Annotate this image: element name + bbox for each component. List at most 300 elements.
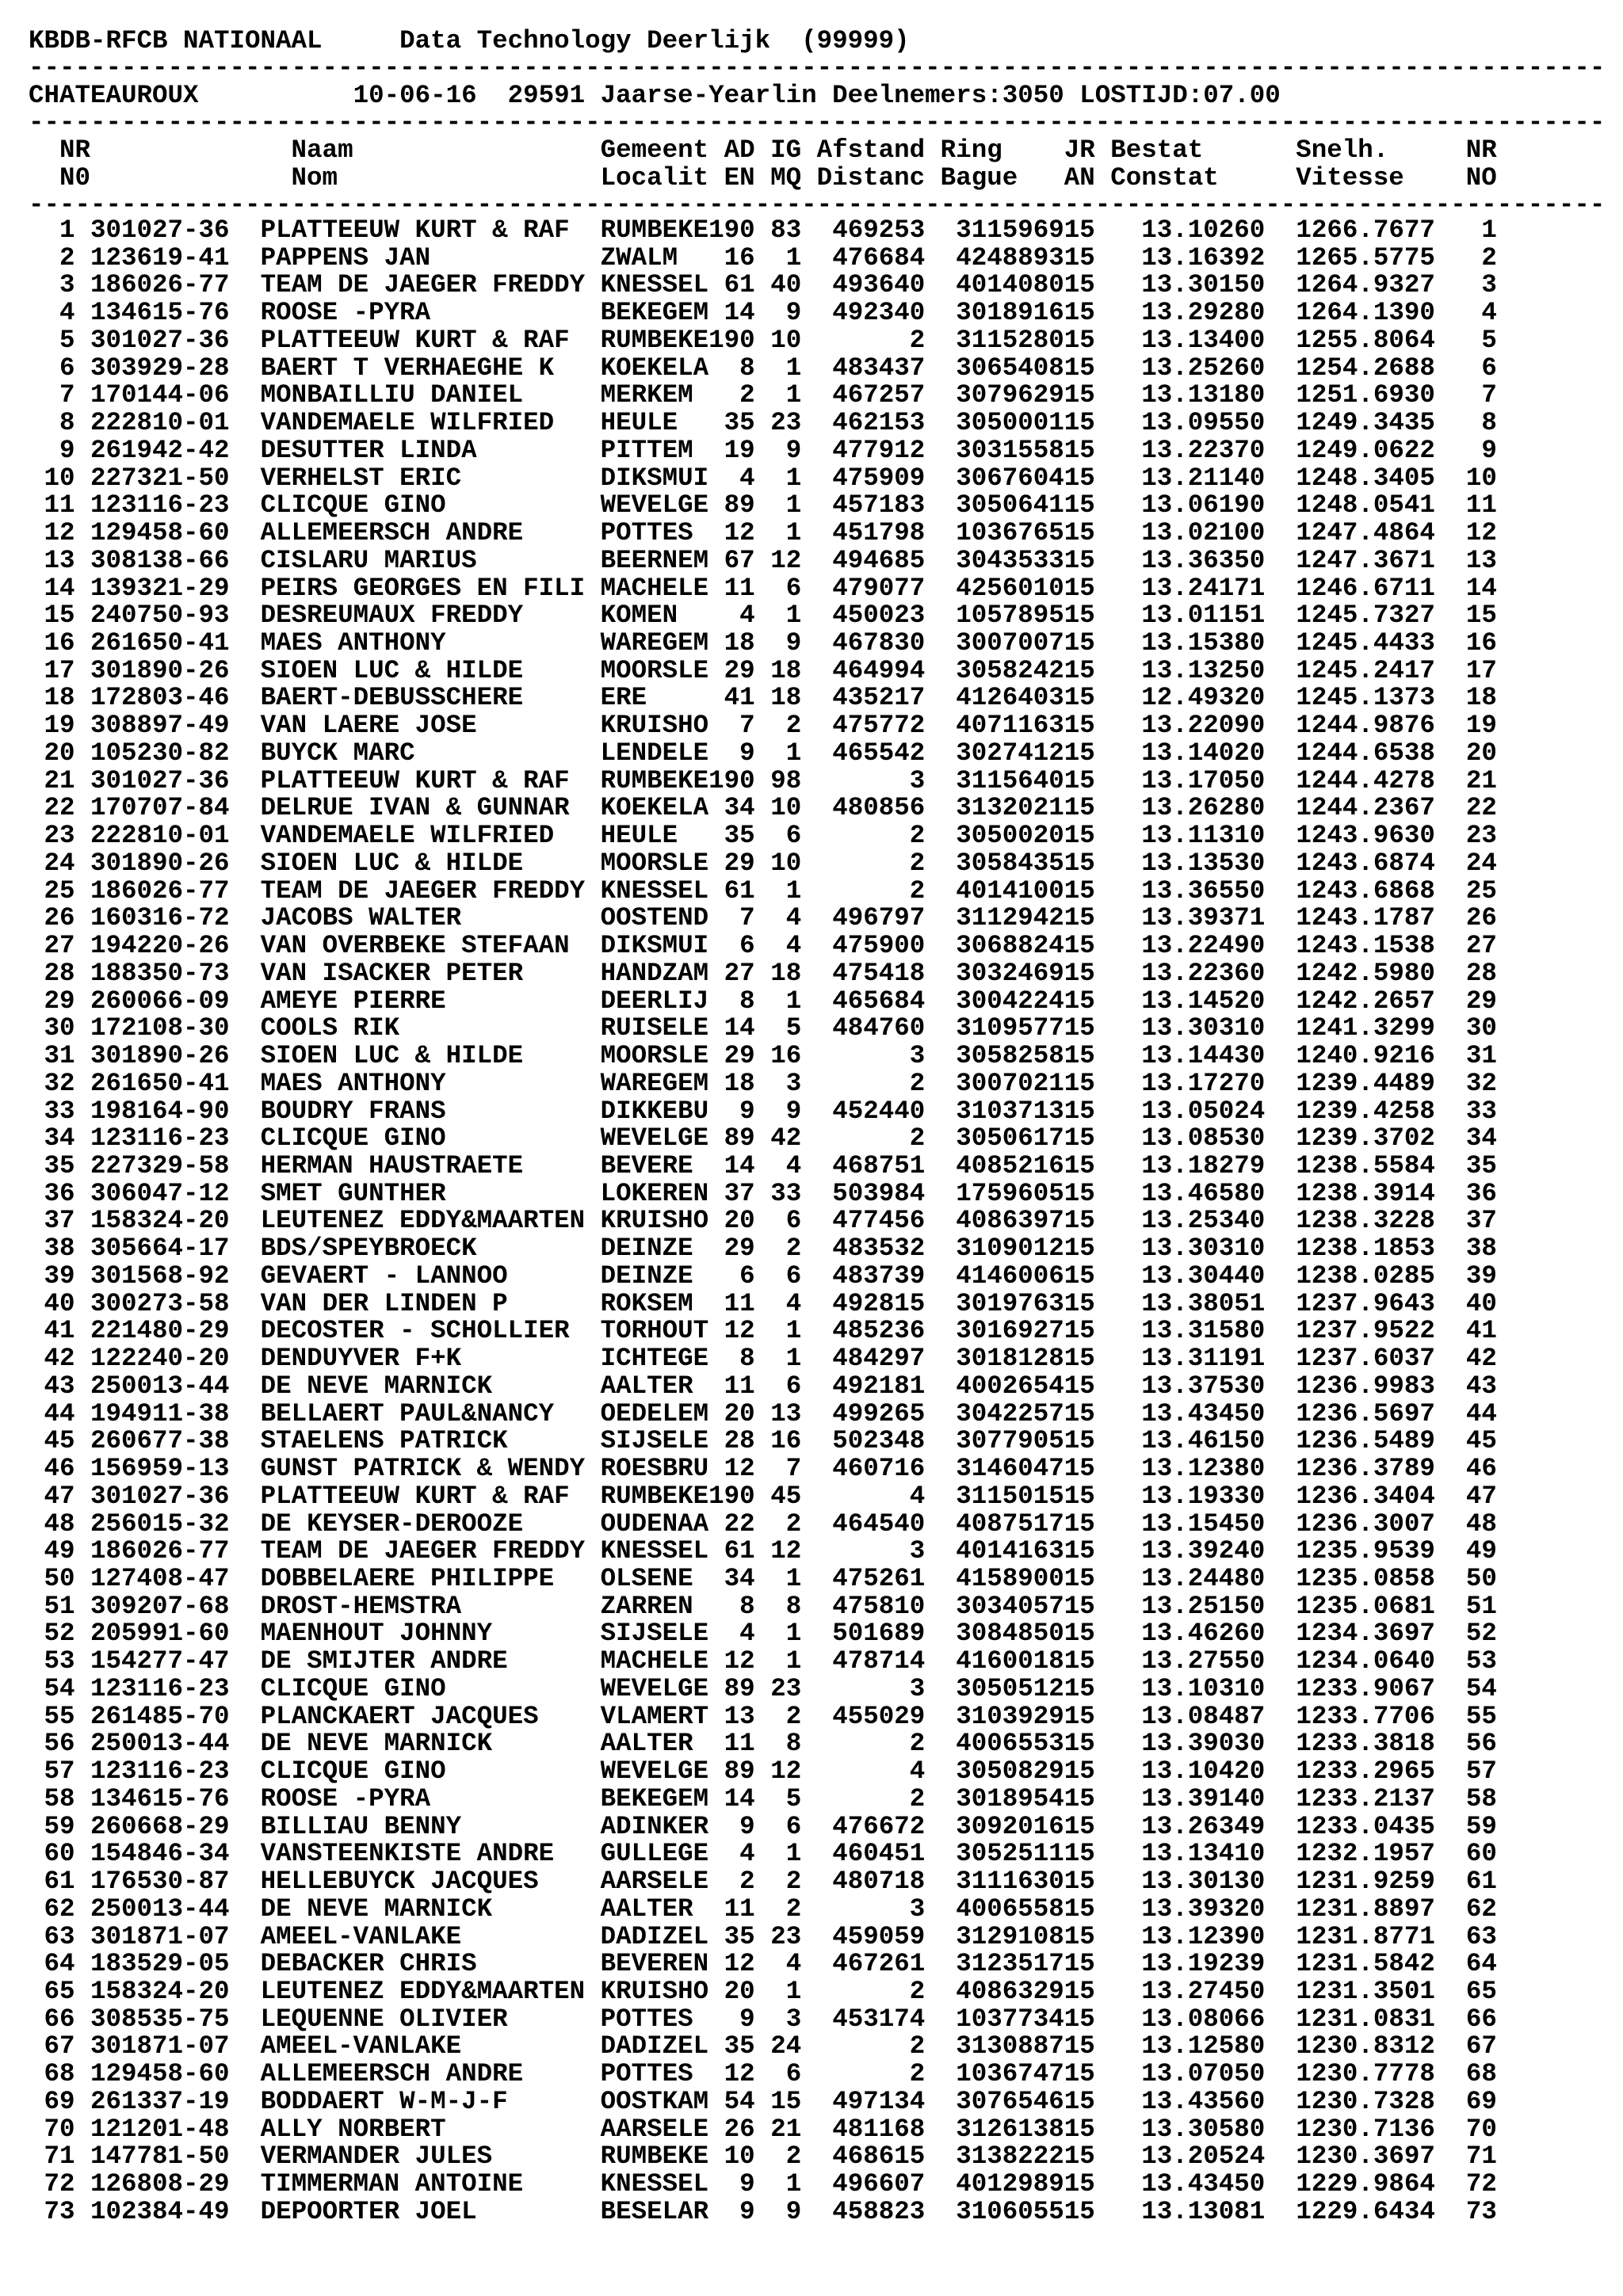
table-row: [29, 850, 1497, 878]
cell-distance: 476672: [801, 1811, 926, 1841]
cell-speed: 1237.6037: [1265, 1344, 1435, 1374]
cell-bond-number: 123116-23: [74, 1756, 246, 1787]
cell-rank-repeat: 55: [1434, 1701, 1497, 1731]
cell-town: GULLEGE: [585, 1839, 709, 1869]
cell-ring: 3115280: [925, 325, 1064, 355]
cell-designated: 8: [754, 1591, 802, 1621]
cell-town: WAREGEM: [585, 628, 709, 658]
table-row: [29, 437, 1497, 465]
cell-basketed: 7: [708, 903, 755, 933]
cell-rank-repeat: 6: [1434, 353, 1497, 383]
cell-town: DIKSMUI: [585, 931, 709, 961]
cell-designated: 6: [754, 1371, 802, 1401]
cell-arrival-time: 13.26349: [1110, 1811, 1266, 1841]
cell-speed: 1244.9876: [1265, 711, 1435, 741]
cell-speed: 1235.9539: [1265, 1536, 1435, 1566]
cell-rank: 15: [29, 601, 75, 631]
document-title: KBDB-RFCB NATIONAAL Data Technology Deerlijk (99999): [29, 26, 910, 55]
cell-rank-repeat: 50: [1434, 1563, 1497, 1593]
cell-speed: 1230.7778: [1265, 2059, 1435, 2089]
cell-distance: 459059: [801, 1921, 926, 1951]
cell-rank: 51: [29, 1591, 75, 1621]
cell-bond-number: 261650-41: [74, 1068, 246, 1098]
cell-rank-repeat: 62: [1434, 1894, 1497, 1924]
cell-bond-number: 154846-34: [74, 1839, 246, 1869]
cell-arrival-time: 13.25150: [1110, 1591, 1266, 1621]
cell-bond-number: 300273-58: [74, 1288, 246, 1318]
cell-distance: 501689: [801, 1619, 926, 1649]
cell-speed: 1236.5489: [1265, 1426, 1435, 1456]
cell-rank: 6: [29, 353, 75, 383]
cell-basketed: 28: [708, 1426, 755, 1456]
cell-basketed: 4: [708, 601, 755, 631]
column-header-french: N0 Nom Localit EN MQ Distanc Bague AN Constat Vitesse NO: [29, 163, 1497, 193]
cell-rank: 1: [29, 215, 75, 245]
cell-ring: 3132021: [925, 793, 1064, 823]
cell-year: 15: [1064, 1921, 1111, 1951]
cell-basketed: 13: [708, 1701, 755, 1731]
cell-ring: 4014100: [925, 875, 1064, 906]
table-row: [29, 1318, 1497, 1345]
cell-speed: 1240.9216: [1265, 1041, 1435, 1071]
cell-name: DE NEVE MARNICK: [245, 1371, 586, 1401]
cell-designated: 1: [754, 490, 802, 521]
cell-speed: 1245.2417: [1265, 655, 1435, 685]
cell-name: PLATTEEUW KURT & RAF: [245, 1481, 586, 1511]
cell-ring: 1759605: [925, 1178, 1064, 1208]
cell-town: MOORSLE: [585, 1041, 709, 1071]
cell-basketed: 9: [708, 2169, 755, 2199]
cell-arrival-time: 13.13081: [1110, 2196, 1266, 2226]
cell-bond-number: 129458-60: [74, 518, 246, 548]
table-row: [29, 1840, 1497, 1868]
table-row: [29, 1070, 1497, 1098]
cell-speed: 1247.3671: [1265, 545, 1435, 575]
cell-ring: 4087517: [925, 1508, 1064, 1539]
table-row: [29, 299, 1497, 327]
cell-arrival-time: 13.08066: [1110, 2004, 1266, 2034]
cell-town: OOSTKAM: [585, 2086, 709, 2116]
cell-bond-number: 158324-20: [74, 1977, 246, 2006]
cell-name: AMEEL-VANLAKE: [245, 2031, 586, 2061]
cell-year: 15: [1064, 435, 1111, 465]
cell-arrival-time: 13.02100: [1110, 518, 1266, 548]
cell-name: DESUTTER LINDA: [245, 435, 586, 465]
cell-name: CLICQUE GINO: [245, 490, 586, 521]
cell-name: DE SMIJTER ANDRE: [245, 1646, 586, 1676]
cell-rank-repeat: 14: [1434, 573, 1497, 603]
cell-town: KOEKELA: [585, 793, 709, 823]
cell-rank: 41: [29, 1316, 75, 1346]
cell-speed: 1251.6930: [1265, 380, 1435, 410]
cell-basketed: 29: [708, 655, 755, 685]
table-row: [29, 1730, 1497, 1758]
cell-year: 15: [1064, 1234, 1111, 1264]
table-row: [29, 933, 1497, 960]
cell-town: SIJSELE: [585, 1619, 709, 1649]
cell-bond-number: 122240-20: [74, 1344, 246, 1374]
cell-basketed: 61: [708, 270, 755, 300]
table-row: [29, 1288, 1497, 1318]
cell-basketed: 20: [708, 1977, 755, 2006]
cell-arrival-time: 13.08530: [1110, 1123, 1266, 1154]
cell-year: 15: [1064, 2086, 1111, 2116]
cell-year: 15: [1064, 1481, 1111, 1511]
cell-arrival-time: 13.25340: [1110, 1206, 1266, 1236]
cell-bond-number: 221480-29: [74, 1316, 246, 1346]
cell-basketed: 4: [708, 1839, 755, 1869]
cell-distance: 480856: [801, 793, 926, 823]
cell-bond-number: 260677-38: [74, 1426, 246, 1456]
cell-town: DEERLIJ: [585, 986, 709, 1016]
cell-speed: 1235.0681: [1265, 1591, 1435, 1621]
cell-rank-repeat: 46: [1434, 1454, 1497, 1484]
cell-year: 15: [1064, 463, 1111, 493]
table-row: [29, 272, 1497, 299]
cell-ring: 3042257: [925, 1398, 1064, 1428]
cell-bond-number: 261337-19: [74, 2086, 246, 2116]
cell-basketed: 35: [708, 2031, 755, 2061]
results-table: [29, 217, 1497, 2226]
cell-year: 15: [1064, 2196, 1111, 2226]
race-info-line: CHATEAUROUX 10-06-16 29591 Jaarse-Yearlin Deelnemers:3050 LOSTIJD:07.00: [29, 81, 1281, 110]
cell-year: 15: [1064, 1426, 1111, 1456]
cell-name: VAN LAERE JOSE: [245, 711, 586, 741]
cell-town: HEULE: [585, 408, 709, 438]
cell-bond-number: 301027-36: [74, 1481, 246, 1511]
cell-rank-repeat: 1: [1434, 215, 1497, 245]
cell-basketed: 10: [708, 2142, 755, 2172]
cell-town: ZARREN: [585, 1591, 709, 1621]
cell-speed: 1236.5697: [1265, 1398, 1435, 1428]
cell-ring: 3031558: [925, 435, 1064, 465]
cell-name: COOLS RIK: [245, 1013, 586, 1043]
cell-designated: 3: [754, 1068, 802, 1098]
cell-rank: 23: [29, 821, 75, 851]
cell-town: LENDELE: [585, 738, 709, 768]
table-row: [29, 242, 1497, 273]
cell-ring: 3050641: [925, 490, 1064, 521]
cell-rank-repeat: 3: [1434, 270, 1497, 300]
cell-arrival-time: 13.12390: [1110, 1921, 1266, 1951]
cell-arrival-time: 13.07050: [1110, 2059, 1266, 2089]
cell-designated: 2: [754, 711, 802, 741]
table-row: [29, 602, 1497, 630]
cell-arrival-time: 13.30440: [1110, 1261, 1266, 1291]
cell-year: 15: [1064, 1261, 1111, 1291]
cell-designated: 13: [754, 1398, 802, 1428]
cell-ring: 3032469: [925, 958, 1064, 988]
cell-rank: 71: [29, 2142, 75, 2172]
cell-town: AALTER: [585, 1894, 709, 1924]
cell-bond-number: 301568-92: [74, 1261, 246, 1291]
cell-basketed: 19: [708, 435, 755, 465]
cell-town: KNESSEL: [585, 270, 709, 300]
cell-ring: 4014163: [925, 1536, 1064, 1566]
cell-town: RUMBEKE: [585, 325, 709, 355]
cell-rank: 70: [29, 2114, 75, 2144]
cell-rank: 10: [29, 463, 75, 493]
cell-ring: 1036747: [925, 2059, 1064, 2089]
cell-speed: 1238.3228: [1265, 1206, 1435, 1236]
cell-bond-number: 260066-09: [74, 986, 246, 1016]
cell-rank-repeat: 43: [1434, 1371, 1497, 1401]
cell-basketed: 8: [708, 1591, 755, 1621]
cell-distance: 481168: [801, 2114, 926, 2144]
cell-designated: 8: [754, 1729, 802, 1759]
cell-name: DE NEVE MARNICK: [245, 1894, 586, 1924]
cell-distance: 3: [801, 1673, 926, 1703]
cell-rank: 62: [29, 1894, 75, 1924]
cell-ring: 1037734: [925, 2004, 1064, 2034]
cell-designated: 23: [754, 1921, 802, 1951]
cell-designated: 18: [754, 655, 802, 685]
table-row: [29, 1043, 1497, 1070]
cell-rank-repeat: 26: [1434, 903, 1497, 933]
cell-basketed: 34: [708, 1563, 755, 1593]
cell-distance: 450023: [801, 601, 926, 631]
cell-name: CLICQUE GINO: [245, 1123, 586, 1154]
cell-speed: 1234.0640: [1265, 1646, 1435, 1676]
cell-ring: 3112942: [925, 903, 1064, 933]
table-row: [29, 1620, 1497, 1648]
cell-name: MONBAILLIU DANIEL: [245, 380, 586, 410]
cell-designated: 4: [754, 931, 802, 961]
cell-year: 15: [1064, 1536, 1111, 1566]
separator-line: ------------------------------------------------------------------------------------------------------: [29, 108, 1606, 137]
cell-distance: 484760: [801, 1013, 926, 1043]
cell-distance: 483437: [801, 353, 926, 383]
cell-town: POTTES: [585, 2004, 709, 2034]
cell-year: 15: [1064, 1068, 1111, 1098]
cell-rank: 36: [29, 1178, 75, 1208]
table-row: [29, 217, 1497, 245]
cell-ring: 3050617: [925, 1123, 1064, 1154]
cell-designated: 2: [754, 1867, 802, 1897]
cell-name: HELLEBUYCK JACQUES: [245, 1867, 586, 1897]
cell-distance: 494685: [801, 545, 926, 575]
cell-town: OLSENE: [585, 1563, 709, 1593]
table-row: [29, 1563, 1497, 1593]
table-row: [29, 905, 1497, 933]
cell-basketed: 8: [708, 353, 755, 383]
cell-speed: 1236.3789: [1265, 1454, 1435, 1484]
cell-rank: 54: [29, 1673, 75, 1703]
table-row: [29, 547, 1497, 575]
cell-ring: 3079629: [925, 380, 1064, 410]
cell-speed: 1248.3405: [1265, 463, 1435, 493]
cell-designated: 18: [754, 958, 802, 988]
cell-distance: 3: [801, 765, 926, 795]
cell-basketed: 16: [708, 242, 755, 273]
cell-ring: 1057895: [925, 601, 1064, 631]
cell-designated: 42: [754, 1123, 802, 1154]
cell-year: 15: [1064, 1316, 1111, 1346]
cell-distance: 3: [801, 1041, 926, 1071]
cell-bond-number: 139321-29: [74, 573, 246, 603]
cell-year: 15: [1064, 903, 1111, 933]
cell-distance: 476684: [801, 242, 926, 273]
cell-speed: 1231.3501: [1265, 1977, 1435, 2006]
table-row: [29, 1978, 1497, 2006]
cell-rank-repeat: 12: [1434, 518, 1497, 548]
cell-ring: 3109577: [925, 1013, 1064, 1043]
cell-rank-repeat: 37: [1434, 1206, 1497, 1236]
cell-name: DECOSTER - SCHOLLIER: [245, 1316, 586, 1346]
cell-name: TEAM DE JAEGER FREDDY: [245, 270, 586, 300]
cell-year: 15: [1064, 711, 1111, 741]
cell-arrival-time: 13.39240: [1110, 1536, 1266, 1566]
cell-name: VAN DER LINDEN P: [245, 1288, 586, 1318]
cell-arrival-time: 13.31191: [1110, 1344, 1266, 1374]
cell-town: KRUISHO: [585, 1977, 709, 2006]
cell-bond-number: 261942-42: [74, 435, 246, 465]
cell-speed: 1243.1538: [1265, 931, 1435, 961]
cell-speed: 1229.9864: [1265, 2169, 1435, 2199]
cell-rank-repeat: 56: [1434, 1729, 1497, 1759]
cell-designated: 6: [754, 1261, 802, 1291]
cell-basketed: 2: [708, 1867, 755, 1897]
cell-designated: 10: [754, 793, 802, 823]
cell-arrival-time: 13.39320: [1110, 1894, 1266, 1924]
cell-designated: 24: [754, 2031, 802, 2061]
cell-name: SIOEN LUC & HILDE: [245, 655, 586, 685]
cell-bond-number: 186026-77: [74, 1536, 246, 1566]
cell-town: KNESSEL: [585, 875, 709, 906]
cell-distance: 475810: [801, 1591, 926, 1621]
cell-town: BEKEGEM: [585, 298, 709, 328]
cell-arrival-time: 13.19239: [1110, 1949, 1266, 1979]
cell-bond-number: 305664-17: [74, 1234, 246, 1264]
cell-distance: 469253: [801, 215, 926, 245]
cell-name: VANDEMAELE WILFRIED: [245, 408, 586, 438]
cell-town: LOKEREN: [585, 1178, 709, 1208]
cell-name: BOUDRY FRANS: [245, 1096, 586, 1126]
cell-name: GEVAERT - LANNOO: [245, 1261, 586, 1291]
cell-rank: 64: [29, 1949, 75, 1979]
cell-rank-repeat: 25: [1434, 875, 1497, 906]
cell-name: PLATTEEUW KURT & RAF: [245, 765, 586, 795]
cell-basketed: 20: [708, 1206, 755, 1236]
cell-town: AARSELE: [585, 2114, 709, 2144]
cell-speed: 1244.4278: [1265, 765, 1435, 795]
cell-year: 15: [1064, 215, 1111, 245]
cell-year: 15: [1064, 298, 1111, 328]
cell-town: RUMBEKE: [585, 765, 709, 795]
cell-ring: 4002654: [925, 1371, 1064, 1401]
table-row: [29, 1098, 1497, 1126]
cell-name: DESREUMAUX FREDDY: [245, 601, 586, 631]
cell-basketed: 89: [708, 1123, 755, 1154]
cell-bond-number: 301027-36: [74, 325, 246, 355]
cell-town: KNESSEL: [585, 2169, 709, 2199]
cell-name: PLATTEEUW KURT & RAF: [245, 325, 586, 355]
cell-rank: 13: [29, 545, 75, 575]
cell-distance: 460451: [801, 1839, 926, 1869]
table-row: [29, 520, 1497, 547]
cell-rank: 48: [29, 1508, 75, 1539]
cell-arrival-time: 13.46150: [1110, 1426, 1266, 1456]
cell-distance: 458823: [801, 2196, 926, 2226]
cell-basketed: 29: [708, 1234, 755, 1264]
cell-ring: 3018916: [925, 298, 1064, 328]
cell-arrival-time: 13.22370: [1110, 435, 1266, 465]
cell-ring: 3130887: [925, 2031, 1064, 2061]
cell-rank-repeat: 51: [1434, 1591, 1497, 1621]
cell-designated: 10: [754, 325, 802, 355]
cell-town: PITTEM: [585, 435, 709, 465]
cell-town: WEVELGE: [585, 1756, 709, 1787]
cell-bond-number: 250013-44: [74, 1371, 246, 1401]
cell-year: 15: [1064, 1096, 1111, 1126]
cell-basketed: 35: [708, 1921, 755, 1951]
cell-speed: 1231.0831: [1265, 2004, 1435, 2034]
cell-arrival-time: 13.31580: [1110, 1316, 1266, 1346]
cell-basketed: 61: [708, 875, 755, 906]
cell-rank: 21: [29, 765, 75, 795]
cell-basketed: 4: [708, 1619, 755, 1649]
cell-speed: 1245.4433: [1265, 628, 1435, 658]
cell-rank-repeat: 39: [1434, 1261, 1497, 1291]
cell-year: 15: [1064, 738, 1111, 768]
cell-rank: 5: [29, 325, 75, 355]
cell-name: ALLEMEERSCH ANDRE: [245, 2059, 586, 2089]
cell-designated: 1: [754, 1839, 802, 1869]
cell-town: ADINKER: [585, 1811, 709, 1841]
cell-ring: 4086397: [925, 1206, 1064, 1236]
cell-rank-repeat: 58: [1434, 1783, 1497, 1814]
cell-year: 15: [1064, 573, 1111, 603]
cell-basketed: 9: [708, 2196, 755, 2226]
cell-town: ERE: [585, 683, 709, 713]
cell-rank: 38: [29, 1234, 75, 1264]
cell-bond-number: 301871-07: [74, 1921, 246, 1951]
cell-basketed: 12: [708, 518, 755, 548]
cell-basketed: 89: [708, 1673, 755, 1703]
cell-year: 15: [1064, 353, 1111, 383]
cell-bond-number: 306047-12: [74, 1178, 246, 1208]
cell-rank-repeat: 67: [1434, 2031, 1497, 2061]
cell-designated: 23: [754, 1673, 802, 1703]
cell-town: ICHTEGE: [585, 1344, 709, 1374]
cell-speed: 1244.6538: [1265, 738, 1435, 768]
cell-speed: 1239.4489: [1265, 1068, 1435, 1098]
cell-name: MAES ANTHONY: [245, 1068, 586, 1098]
cell-bond-number: 134615-76: [74, 1783, 246, 1814]
cell-year: 15: [1064, 1563, 1111, 1593]
cell-arrival-time: 13.17270: [1110, 1068, 1266, 1098]
cell-rank-repeat: 11: [1434, 490, 1497, 521]
cell-name: TEAM DE JAEGER FREDDY: [245, 875, 586, 906]
cell-speed: 1255.8064: [1265, 325, 1435, 355]
cell-rank: 24: [29, 848, 75, 878]
cell-bond-number: 301890-26: [74, 655, 246, 685]
cell-designated: 1: [754, 1344, 802, 1374]
cell-name: SIOEN LUC & HILDE: [245, 1041, 586, 1071]
cell-distance: 497134: [801, 2086, 926, 2116]
cell-rank: 18: [29, 683, 75, 713]
cell-arrival-time: 13.46260: [1110, 1619, 1266, 1649]
cell-year: 15: [1064, 1398, 1111, 1428]
cell-ring: 3138222: [925, 2142, 1064, 2172]
cell-year: 15: [1064, 1591, 1111, 1621]
cell-bond-number: 183529-05: [74, 1949, 246, 1979]
cell-town: KNESSEL: [585, 1536, 709, 1566]
cell-year: 15: [1064, 821, 1111, 851]
cell-year: 15: [1064, 875, 1111, 906]
cell-designated: 2: [754, 1508, 802, 1539]
cell-bond-number: 240750-93: [74, 601, 246, 631]
